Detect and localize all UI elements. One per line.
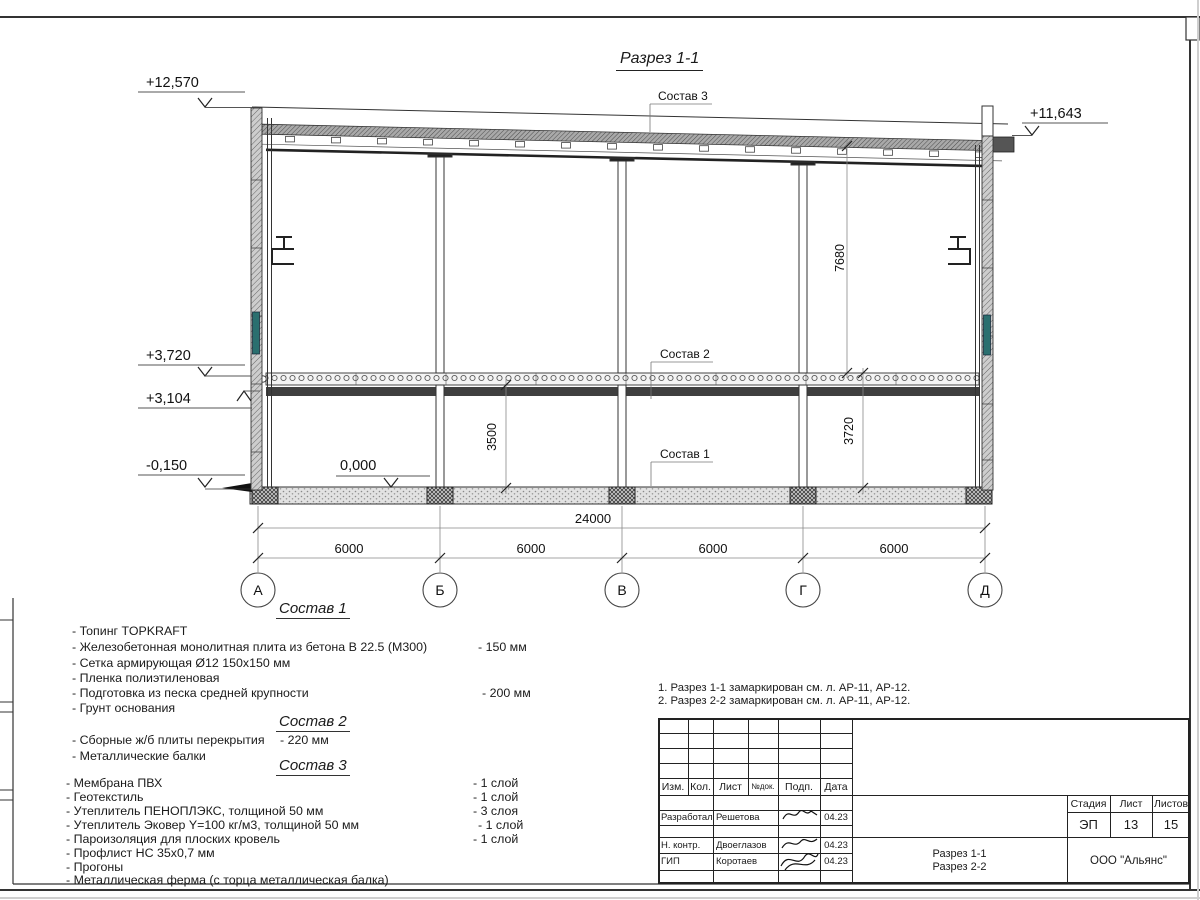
item-text: - Сетка армирующая Ø12 150x150 мм bbox=[72, 656, 291, 670]
page-edge bbox=[0, 897, 1200, 899]
composition-item bbox=[72, 640, 527, 654]
composition-item bbox=[66, 790, 519, 804]
hollow-core-slab bbox=[266, 373, 979, 385]
item-text: - Пароизоляция для плоских кровель bbox=[66, 832, 280, 846]
composition-item bbox=[72, 701, 175, 715]
item-qty: - 150 мм bbox=[478, 640, 527, 654]
item-text: - Топинг TOPKRAFT bbox=[72, 624, 188, 638]
sheet-number: 13 bbox=[1123, 817, 1139, 832]
page-edge bbox=[1197, 0, 1199, 900]
sheets-total: 15 bbox=[1163, 817, 1179, 832]
composition-item bbox=[66, 873, 389, 887]
ground-floor bbox=[205, 483, 992, 504]
col-podp: Подп. bbox=[785, 780, 813, 793]
footing bbox=[427, 487, 453, 504]
leader-label: Состав 1 bbox=[660, 447, 710, 461]
item-text: - Пленка полиэтиленовая bbox=[72, 671, 220, 685]
roof-edge-cap bbox=[992, 137, 1014, 152]
note-2: 2. Разрез 2-2 замаркирован см. л. АР-11, АР-12. bbox=[658, 695, 911, 707]
item-text: - Железобетонная монолитная плита из бетона В 22.5 (М300) bbox=[72, 640, 428, 654]
dim-bay: 6000 bbox=[334, 541, 364, 556]
leader-sostav1 bbox=[651, 462, 713, 486]
composition-2-title: Состав 2 bbox=[276, 713, 350, 732]
axis-label-v: В bbox=[617, 582, 627, 598]
composition-1-title: Состав 1 bbox=[276, 600, 350, 619]
row-name: Решетова bbox=[716, 812, 760, 823]
item-qty: - 3 слоя bbox=[473, 804, 519, 818]
col-data: Дата bbox=[824, 780, 848, 793]
composition-item bbox=[66, 846, 215, 860]
composition-item bbox=[66, 776, 519, 790]
row-date: 04.23 bbox=[824, 812, 848, 823]
left-wall bbox=[251, 108, 294, 490]
item-qty: - 200 мм bbox=[482, 686, 531, 700]
elevation-3720 bbox=[138, 365, 251, 376]
document-name-line1: Разрез 1-1 bbox=[932, 847, 987, 860]
col-kol: Кол. bbox=[690, 780, 711, 793]
item-qty: - 220 мм bbox=[280, 733, 329, 747]
vertical-dimensions bbox=[485, 140, 868, 494]
sheets-header: Листов bbox=[1153, 797, 1189, 810]
item-text: - Утеплитель Эковер Y=100 кг/м3, толщиной 50 мм bbox=[66, 818, 360, 832]
document-name bbox=[852, 837, 1067, 884]
item-text: - Мембрана ПВХ bbox=[66, 776, 163, 790]
composition-item bbox=[66, 804, 519, 818]
dim-bay: 6000 bbox=[698, 541, 728, 556]
elevation-12570 bbox=[138, 92, 252, 108]
row-name: Коротаев bbox=[716, 856, 758, 867]
leader-label: Состав 3 bbox=[658, 89, 708, 103]
composition-item bbox=[72, 671, 220, 685]
axis-bubbles bbox=[241, 573, 1002, 607]
bottom-dimensions bbox=[253, 506, 990, 572]
elevation-label: +3,720 bbox=[146, 348, 191, 364]
elevation-label: -0,150 bbox=[146, 458, 188, 474]
item-text: - Подготовка из песка средней крупности bbox=[72, 686, 309, 700]
leader-sostav3 bbox=[650, 104, 712, 132]
item-text: - Металлические балки bbox=[72, 749, 206, 763]
item-text: - Металлическая ферма (с торца металлическая балка) bbox=[66, 873, 389, 887]
elevation-label: +3,104 bbox=[146, 391, 191, 407]
col-izm: Изм. bbox=[661, 780, 685, 793]
stage-header: Стадия bbox=[1070, 797, 1107, 810]
elevation-label: 0,000 bbox=[340, 458, 377, 474]
dim-bay: 6000 bbox=[516, 541, 546, 556]
composition-item bbox=[72, 624, 187, 638]
axis-label-g: Г bbox=[799, 582, 807, 598]
axis-label-d: Д bbox=[980, 582, 990, 598]
axis-label-b: Б bbox=[435, 582, 445, 598]
crane-bracket-left bbox=[272, 237, 294, 264]
signature bbox=[780, 803, 820, 827]
dim-bay: 6000 bbox=[879, 541, 909, 556]
dim-3500: 3500 bbox=[485, 423, 499, 451]
leader-label: Состав 2 bbox=[660, 347, 710, 361]
item-text: - Прогоны bbox=[66, 860, 124, 874]
parapet bbox=[982, 106, 993, 136]
item-text: - Сборные ж/б плиты перекрытия bbox=[72, 733, 265, 747]
note-1: 1. Разрез 1-1 замаркирован см. л. АР-11, АР-12. bbox=[658, 682, 911, 694]
right-wall bbox=[948, 106, 993, 490]
drawing-title: Разрез 1-1 bbox=[616, 50, 703, 71]
item-text: - Геотекстиль bbox=[66, 790, 144, 804]
row-name: Двоеглазов bbox=[716, 839, 767, 851]
elevation-label: +11,643 bbox=[1030, 106, 1082, 122]
row-date: 04.23 bbox=[824, 856, 848, 867]
composition-item bbox=[72, 733, 329, 747]
row-role: Разработал bbox=[661, 812, 713, 823]
row-role: ГИП bbox=[661, 856, 680, 867]
elevation-zero bbox=[336, 476, 430, 487]
dim-7680: 7680 bbox=[833, 244, 847, 272]
dim-3720: 3720 bbox=[842, 417, 856, 445]
ground-wedge bbox=[222, 483, 252, 492]
item-qty: - 1 слой bbox=[473, 776, 519, 790]
sheet-header: Лист bbox=[1119, 797, 1143, 810]
item-text: - Грунт основания bbox=[72, 701, 176, 715]
company-name: ООО "Альянс" bbox=[1090, 854, 1167, 867]
stage-value: ЭП bbox=[1079, 817, 1098, 832]
roof-package bbox=[252, 107, 1014, 166]
dim-total: 24000 bbox=[574, 511, 612, 526]
elevation-11643 bbox=[1012, 123, 1108, 136]
footing bbox=[609, 487, 635, 504]
row-role: Н. контр. bbox=[661, 839, 701, 851]
composition-3-title: Состав 3 bbox=[276, 757, 350, 776]
composition-item bbox=[72, 656, 290, 670]
row-date: 04.23 bbox=[824, 839, 848, 851]
col-list: Лист bbox=[719, 780, 742, 793]
signature bbox=[777, 846, 821, 874]
item-qty: - 1 слой bbox=[478, 818, 524, 832]
composition-item bbox=[66, 860, 123, 874]
col-ndok: №док. bbox=[751, 782, 775, 791]
footing bbox=[790, 487, 816, 504]
item-text: - Профлист НС 35x0,7 мм bbox=[66, 846, 215, 860]
composition-item bbox=[66, 818, 524, 832]
crane-bracket-right bbox=[948, 237, 970, 264]
item-qty: - 1 слой bbox=[473, 832, 519, 846]
item-text: - Утеплитель ПЕНОПЛЭКС, толщиной 50 мм bbox=[66, 804, 324, 818]
title-block bbox=[658, 718, 1190, 884]
document-name-line2: Разрез 2-2 bbox=[932, 860, 987, 873]
window-strip bbox=[253, 312, 260, 354]
composition-item bbox=[72, 749, 206, 763]
item-qty: - 1 слой bbox=[473, 790, 519, 804]
elevation-label: +12,570 bbox=[146, 75, 199, 91]
composition-item bbox=[72, 686, 531, 700]
window-strip bbox=[984, 315, 991, 355]
axis-label-a: А bbox=[253, 582, 263, 598]
elevation-minus0150 bbox=[138, 475, 245, 487]
composition-item bbox=[66, 832, 519, 846]
